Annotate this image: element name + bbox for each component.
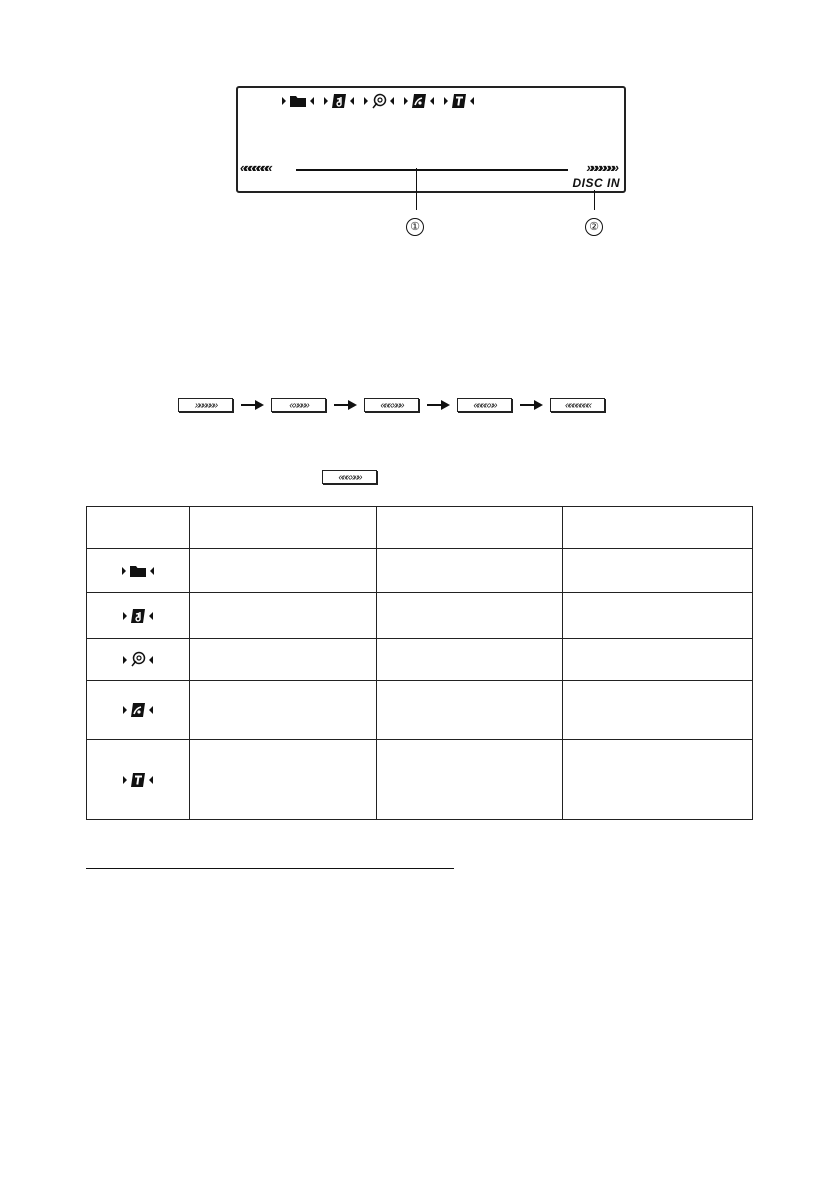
- disc-in-label: DISC IN: [572, 176, 620, 190]
- table-row: [87, 593, 753, 639]
- text-icon: [451, 93, 467, 109]
- folder-indicator: [282, 94, 314, 108]
- footnote-rule: [86, 868, 454, 869]
- sequence-step-5: «««««««: [550, 398, 605, 412]
- level-meter-right: »»»»»»»: [586, 160, 616, 175]
- callout-2: ②: [585, 218, 603, 236]
- disc-icon: [130, 651, 146, 668]
- image-indicator: [404, 93, 434, 109]
- level-sequence: [178, 398, 605, 412]
- arrow-right-icon: [332, 398, 358, 412]
- folder-icon: [129, 564, 147, 578]
- music-note-icon: [331, 93, 347, 109]
- image-icon: [411, 93, 427, 109]
- arrow-right-icon: [518, 398, 544, 412]
- callout-leader-1: [416, 168, 417, 210]
- sequence-step-1: »»»»»»: [178, 398, 233, 412]
- table-row: [87, 681, 753, 740]
- callout-leader-2: [594, 190, 595, 210]
- indicator-table: [86, 506, 753, 820]
- image-icon: [130, 702, 146, 718]
- disc-icon: [371, 93, 387, 110]
- arrow-right-icon: [425, 398, 451, 412]
- disc-indicator: [364, 93, 394, 110]
- folder-icon: [289, 94, 307, 108]
- lcd-display: [236, 86, 626, 193]
- music-note-indicator: [324, 93, 354, 109]
- sequence-step-2: « »»»»: [271, 398, 326, 412]
- indicator-row: [282, 91, 480, 111]
- level-meter-line: [296, 169, 568, 171]
- arrow-right-icon: [239, 398, 265, 412]
- sequence-step-3: ««« »»»: [364, 398, 419, 412]
- sequence-step-4: «««« »»: [457, 398, 512, 412]
- music-note-icon: [130, 608, 146, 624]
- table-header-row: [87, 507, 753, 549]
- callout-1: ①: [406, 218, 424, 236]
- text-icon: [130, 772, 146, 788]
- table-row: [87, 639, 753, 681]
- text-indicator: [444, 93, 474, 109]
- table-row: [87, 549, 753, 593]
- level-meter-left: «««««««: [240, 160, 270, 175]
- table-row: [87, 740, 753, 820]
- level-indicator-sample: ««« »»»: [322, 470, 377, 484]
